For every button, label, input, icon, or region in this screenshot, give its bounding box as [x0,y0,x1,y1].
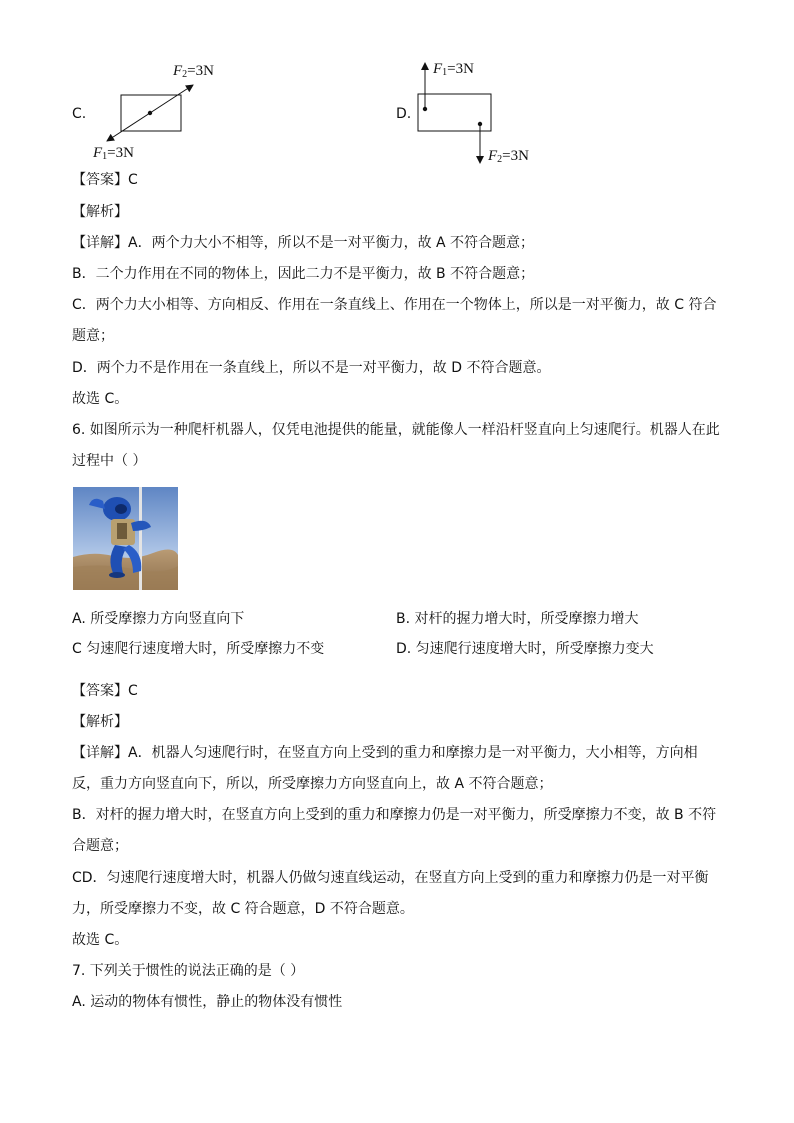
f1-label-d: $F_1=3N$ [433,61,474,78]
q6-answer: 【答案】C [72,683,138,699]
q6-analysis-line: 力，所受摩擦力不变，故 C 符合题意，D 不符合题意。 [72,901,414,917]
q6-option-d: D. 匀速爬行速度增大时，所受摩擦力变大 [396,641,654,657]
option-d-label: D. [396,106,412,122]
q6-option-a: A. 所受摩擦力方向竖直向下 [72,611,245,627]
q6-analysis-line: 【详解】A．机器人匀速爬行时，在竖直方向上受到的重力和摩擦力是一对平衡力，大小相等，方向相 [72,745,698,761]
f1-label-c: $F_1=3N$ [93,145,134,162]
force-diagram-c [0,0,794,200]
q5-analysis-heading: 【解析】 [72,204,128,220]
q7-option-a: A. 运动的物体有惯性，静止的物体没有惯性 [72,994,343,1010]
q6-stem-cont: 过程中（ ） [72,453,147,469]
q6-conclusion: 故选 C。 [72,932,129,948]
f2-label-c: $F_2=3N$ [173,63,214,80]
q5-analysis-line: C．两个力大小相等、方向相反、作用在一条直线上、作用在一个物体上，所以是一对平衡力，故 C 符合 [72,297,717,313]
q5-conclusion: 故选 C。 [72,391,129,407]
q6-analysis-line: B．对杆的握力增大时，在竖直方向上受到的重力和摩擦力仍是一对平衡力，所受摩擦力不变，故 B 不符 [72,807,717,823]
arrow-f1-c [107,113,150,141]
f2-label-d: $F_2=3N$ [488,148,529,165]
q5-analysis-line: 题意； [72,328,114,344]
q5-analysis-line: D．两个力不是作用在一条直线上，所以不是一对平衡力，故 D 不符合题意。 [72,360,551,376]
q6-analysis-line: CD．匀速爬行速度增大时，机器人仍做匀速直线运动，在竖直方向上受到的重力和摩擦力仍是一对平衡 [72,870,709,886]
q5-analysis-line: B．二个力作用在不同的物体上，因此二力不是平衡力，故 B 不符合题意； [72,266,535,282]
q6-analysis-heading: 【解析】 [72,714,128,730]
arrow-f2-c [150,85,193,113]
climbing-robot-image [73,487,178,590]
q5-answer: 【答案】C [72,172,138,188]
option-c-label: C. [72,106,87,122]
q6-analysis-line: 合题意； [72,838,128,854]
q6-analysis-line: 反，重力方向竖直向下，所以，所受摩擦力方向竖直向上，故 A 不符合题意； [72,776,553,792]
q5-analysis-line: 【详解】A．两个力大小不相等，所以不是一对平衡力，故 A 不符合题意； [72,235,535,251]
q7-stem: 7. 下列关于惯性的说法正确的是（ ） [72,963,305,979]
q6-option-b: B. 对杆的握力增大时，所受摩擦力增大 [396,611,639,627]
q6-stem: 6. 如图所示为一种爬杆机器人，仅凭电池提供的能量，就能像人一样沿杆竖直向上匀速爬行。机器人在此 [72,422,720,438]
q6-option-c: C 匀速爬行速度增大时，所受摩擦力不变 [72,641,325,657]
